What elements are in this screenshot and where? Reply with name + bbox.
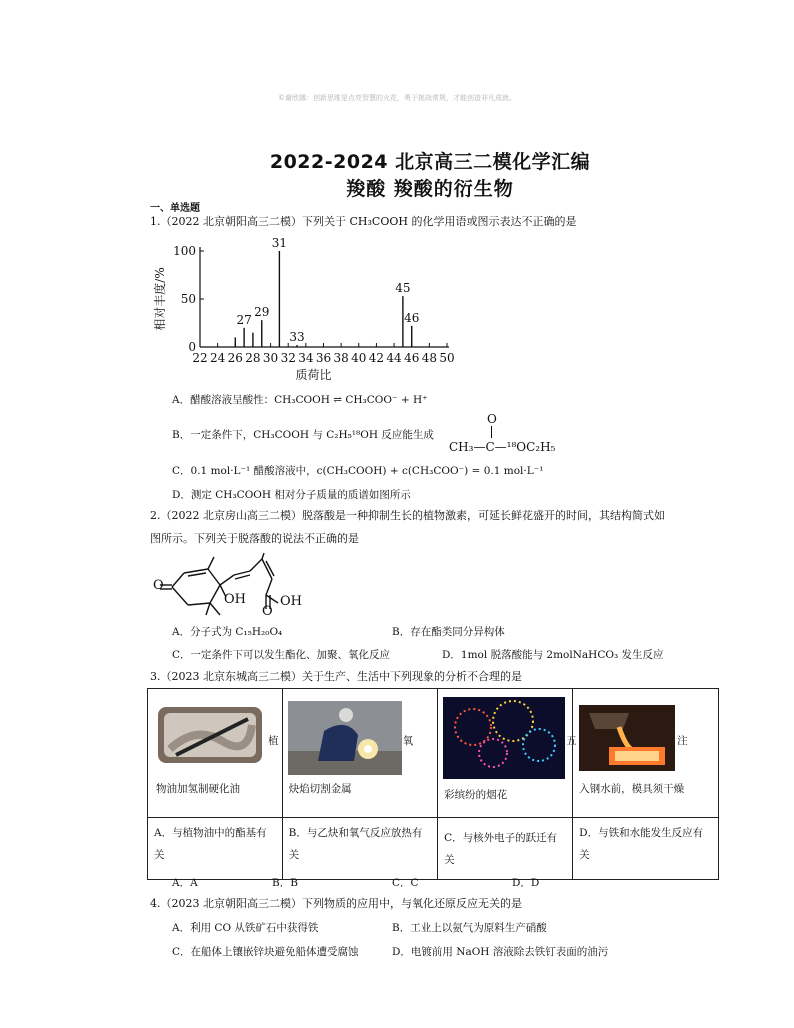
- x-tick-label: 30: [262, 351, 279, 365]
- header-note: ©谢欣娜：创新思维是点亮智慧的火花，勇于挑战常规，才能创造非凡成就。: [278, 94, 516, 102]
- q2-option-d: D．1mol 脱落酸能与 2molNaHCO₃ 发生反应: [442, 649, 664, 661]
- x-tick-label: 24: [210, 351, 226, 365]
- peak-label: 46: [404, 310, 420, 325]
- carboxyl-o-label: O: [262, 604, 273, 619]
- q1-option-b-formula: CH₃—C—¹⁸OC₂H₅: [449, 440, 556, 454]
- q3-answer-b: B．与乙炔和氧气反应放热有关: [282, 818, 437, 880]
- carbonyl-bond: [491, 426, 492, 438]
- q3-stem: 3.（2023 北京东城高三二模）关于生产、生活中下列现象的分析不合理的是: [150, 670, 522, 683]
- section-heading: 一、单选题: [150, 203, 200, 214]
- x-tick-label: 46: [404, 351, 420, 365]
- hydroxyl-label: OH: [224, 592, 246, 607]
- peak-label: 31: [271, 236, 288, 250]
- q2-option-a: A．分子式为 C₁₅H₂₀O₄: [172, 626, 283, 638]
- q3-choice-b: B．B: [272, 877, 298, 889]
- x-tick-label: 34: [298, 351, 314, 365]
- q2-stem-line2: 图所示。下列关于脱落酸的说法不正确的是: [150, 532, 359, 545]
- q3-cell-b: [282, 689, 437, 818]
- q4-option-c: C．在船体上镶嵌锌块避免船体遭受腐蚀: [172, 946, 359, 958]
- q3-table: [147, 688, 719, 880]
- y-tick-label: 0: [188, 340, 196, 354]
- peak-label: 29: [254, 305, 270, 320]
- q4-option-a: A．利用 CO 从铁矿石中获得铁: [172, 922, 319, 934]
- q3-cell-b-caption: 炔焰切割金属: [288, 783, 352, 795]
- x-tick-label: 26: [227, 351, 243, 365]
- document-subtitle: 羧酸 羧酸的衍生物: [346, 178, 514, 200]
- peak-label: 27: [236, 312, 252, 327]
- y-tick-label: 50: [180, 292, 196, 306]
- q3-answer-d: D．与铁和水能发生反应有关: [573, 818, 719, 880]
- q1-option-b: B．一定条件下，CH₃COOH 与 C₂H₅¹⁸OH 反应能生成: [172, 429, 434, 441]
- y-axis-label: 相对丰度/%: [153, 267, 167, 331]
- x-tick-label: 32: [280, 351, 296, 365]
- peak-label: 33: [289, 330, 305, 345]
- q3-answer-a: A．与植物油中的酯基有关: [148, 818, 283, 880]
- hydrogenation-photo: [156, 705, 266, 767]
- q1-option-a: A．醋酸溶液呈酸性：CH₃COOH ⇌ CH₃COO⁻ + H⁺: [172, 394, 428, 406]
- x-tick-label: 22: [192, 351, 208, 365]
- q3-cell-c-side: 五: [566, 735, 577, 747]
- q4-option-b: B．工业上以氨气为原料生产硝酸: [392, 922, 547, 934]
- q3-choice-d: D．D: [512, 877, 540, 889]
- x-tick-label: 36: [315, 351, 332, 365]
- x-tick-label: 48: [421, 351, 437, 365]
- q3-cell-c: [438, 689, 577, 818]
- q3-cell-d: [573, 689, 719, 818]
- q3-cell-d-caption: 入钢水前，模具须干燥: [579, 783, 685, 795]
- q2-option-b: B．存在酯类同分异构体: [392, 626, 505, 638]
- x-axis-label: 质荷比: [295, 368, 332, 382]
- q3-cell-a: [148, 689, 283, 818]
- q1-option-d: D．测定 CH₃COOH 相对分子质量的质谱如图所示: [172, 489, 411, 501]
- q2-stem-line1: 2.（2022 北京房山高三二模）脱落酸是一种抑制生长的植物激素，可延长鲜花盛开的时间，其结构简式如: [150, 509, 665, 522]
- q4-stem: 4.（2023 北京朝阳高三二模）下列物质的应用中，与氧化还原反应无关的是: [150, 897, 522, 910]
- y-tick-label: 100: [173, 244, 196, 258]
- molten-steel-photo: [579, 705, 675, 771]
- mass-spectrum-chart: [150, 233, 470, 388]
- carboxyl-oh-label: OH: [280, 594, 302, 609]
- q3-cell-b-side: 氧: [402, 735, 414, 747]
- x-tick-label: 44: [386, 351, 402, 365]
- q3-cell-a-caption: 物油加氢制硬化油: [156, 783, 240, 795]
- abscisic-acid-structure: [150, 553, 330, 621]
- x-tick-label: 28: [245, 351, 261, 365]
- q3-cell-c-caption: 彩缤纷的烟花: [444, 789, 508, 801]
- fireworks-photo: [443, 697, 565, 779]
- ketone-o-label: O: [153, 578, 164, 593]
- x-tick-label: 50: [439, 351, 455, 365]
- peak-label: 45: [395, 281, 411, 296]
- q3-cell-d-side: 注: [677, 735, 688, 747]
- q3-choice-a: A．A: [172, 877, 198, 889]
- x-tick-label: 40: [351, 351, 367, 365]
- document-title: 2022-2024 北京高三二模化学汇编: [269, 151, 591, 173]
- q4-option-d: D．电镀前用 NaOH 溶液除去铁钉表面的油污: [392, 946, 609, 958]
- q3-cell-a-side: 植: [268, 735, 279, 747]
- q3-answer-c: C．与核外电子的跃迁有关: [438, 818, 573, 880]
- q1-option-c: C．0.1 mol·L⁻¹ 醋酸溶液中，c(CH₃COOH) + c(CH₃COO⁻) = 0.1 mol·L⁻¹: [172, 465, 544, 477]
- x-tick-label: 38: [333, 351, 349, 365]
- q1-option-b-formula-o: O: [487, 412, 497, 426]
- welding-photo: [288, 701, 402, 775]
- q1-stem: 1.（2022 北京朝阳高三二模）下列关于 CH₃COOH 的化学用语或图示表达不正确的是: [150, 215, 577, 228]
- q3-choice-c: C．C: [392, 877, 419, 889]
- x-tick-label: 42: [368, 351, 385, 365]
- q2-option-c: C．一定条件下可以发生酯化、加聚、氧化反应: [172, 649, 391, 661]
